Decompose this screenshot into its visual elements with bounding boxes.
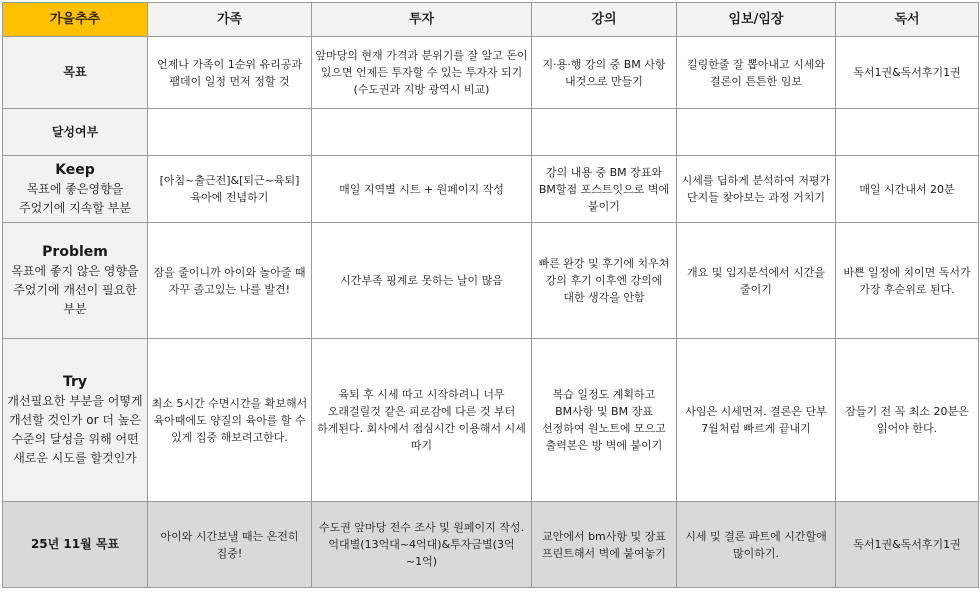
try-cell-family: 최소 5시간 수면시간을 확보해서 육아때에도 양질의 육아를 할 수 있게 집중 해보려고한다. [148, 339, 312, 502]
header-lecture: 강의 [532, 3, 677, 37]
header-row [3, 3, 979, 37]
target-row [3, 502, 979, 588]
problem-cell-investment: 시간부족 핑계로 못하는 날이 많음 [312, 223, 532, 339]
problem-label [3, 223, 148, 339]
keep-cell-report: 시세를 딥하게 분석하여 저평가 단지들 찾아보는 과정 거치기 [677, 156, 836, 223]
keep-cell-family: [아침~출근전]&[퇴근~육퇴] 육아에 전념하기 [148, 156, 312, 223]
target-cell-investment: 수도권 앞마당 전수 조사 및 원페이지 작성. 억대별(13억대~4억대)&투자금별(3억~1억) [312, 502, 532, 588]
keep-cell-lecture: 강의 내용 중 BM 장표와 BM할점 포스트잇으로 벽에 붙이기 [532, 156, 677, 223]
keep-cell-reading: 매일 시간내서 20분 [836, 156, 979, 223]
goal-cell-family: 언제나 가족이 1순위 유리공과 팸데이 일정 먼저 정할 것 [148, 37, 312, 109]
keep-title: Keep [55, 161, 95, 178]
try-row [3, 339, 979, 502]
try-cell-reading: 잠들기 전 꼭 최소 20분은 읽어야 한다. [836, 339, 979, 502]
header-report: 임보/임장 [677, 3, 836, 37]
goal-row [3, 37, 979, 109]
problem-cell-lecture: 빠른 완강 및 후기에 치우쳐 강의 후기 이후엔 강의에 대한 생각을 안함 [532, 223, 677, 339]
achieved-label: 달성여부 [3, 109, 148, 156]
target-cell-family: 아이와 시간보낼 때는 온전히 집중! [148, 502, 312, 588]
target-cell-reading: 독서1권&독서후기1권 [836, 502, 979, 588]
keep-row [3, 156, 979, 223]
goal-label: 목표 [3, 37, 148, 109]
header-family: 가족 [148, 3, 312, 37]
try-cell-lecture: 복습 일정도 계획하고 BM사항 및 BM 장표 선정하여 원노트에 모으고 출력본은 방 벽에 붙이기 [532, 339, 677, 502]
achieved-row [3, 109, 979, 156]
goal-cell-report: 킬링한줄 잘 뽑아내고 시세와 결론이 튼튼한 임보 [677, 37, 836, 109]
achieved-cell-lecture [532, 109, 677, 156]
achieved-cell-family [148, 109, 312, 156]
header-corner: 가을추추 [3, 3, 148, 37]
achieved-cell-investment [312, 109, 532, 156]
header-investment: 투자 [312, 3, 532, 37]
try-subtitle: 개선필요한 부분을 어떻게 개선할 것인가 or 더 높은 수준의 달성을 위해 어떤 새로운 시도를 할것인가 [7, 393, 143, 465]
target-cell-lecture: 교안에서 bm사항 및 장표 프린트해서 벽에 붙여놓기 [532, 502, 677, 588]
problem-cell-reading: 바쁜 일정에 치이면 독서가 가장 후순위로 된다. [836, 223, 979, 339]
try-title: Try [62, 373, 88, 390]
target-cell-report: 시세 및 결론 파트에 시간할애 많이하기. [677, 502, 836, 588]
goal-cell-investment: 앞마당의 현재 가격과 분위기를 잘 알고 돈이 있으면 언제든 투자할 수 있는 투자자 되기(수도권과 지방 광역시 비교) [312, 37, 532, 109]
try-label [3, 339, 148, 502]
problem-title: Problem [42, 243, 108, 260]
problem-row [3, 223, 979, 339]
problem-subtitle: 목표에 좋지 않은 영향을 주었기에 개선이 필요한 부분 [11, 263, 139, 316]
keep-subtitle: 목표에 좋은영향을 주었기에 지속할 부분 [19, 181, 131, 215]
problem-cell-family: 잠을 줄이니까 아이와 놀아줄 때 자꾸 졸고있는 나를 발견! [148, 223, 312, 339]
achieved-cell-report [677, 109, 836, 156]
achieved-cell-reading [836, 109, 979, 156]
retrospective-table [2, 2, 979, 588]
problem-cell-report: 개요 및 입지분석에서 시간을 줄이기 [677, 223, 836, 339]
goal-cell-lecture: 지·용·행 강의 중 BM 사항 내것으로 만들기 [532, 37, 677, 109]
keep-cell-investment: 매일 지역별 시트 + 원페이지 작성 [312, 156, 532, 223]
try-cell-report: 사임은 시세먼저. 결론은 단부 7월처럼 빠르게 끝내기 [677, 339, 836, 502]
header-reading: 독서 [836, 3, 979, 37]
goal-cell-reading: 독서1권&독서후기1권 [836, 37, 979, 109]
target-label: 25년 11월 목표 [3, 502, 148, 588]
try-cell-investment: 육퇴 후 시세 따고 시작하려니 너무 오래걸릴것 같은 피로감에 다른 것 부터 하게된다. 회사에서 점심시간 이용해서 시세 따기 [312, 339, 532, 502]
keep-label [3, 156, 148, 223]
